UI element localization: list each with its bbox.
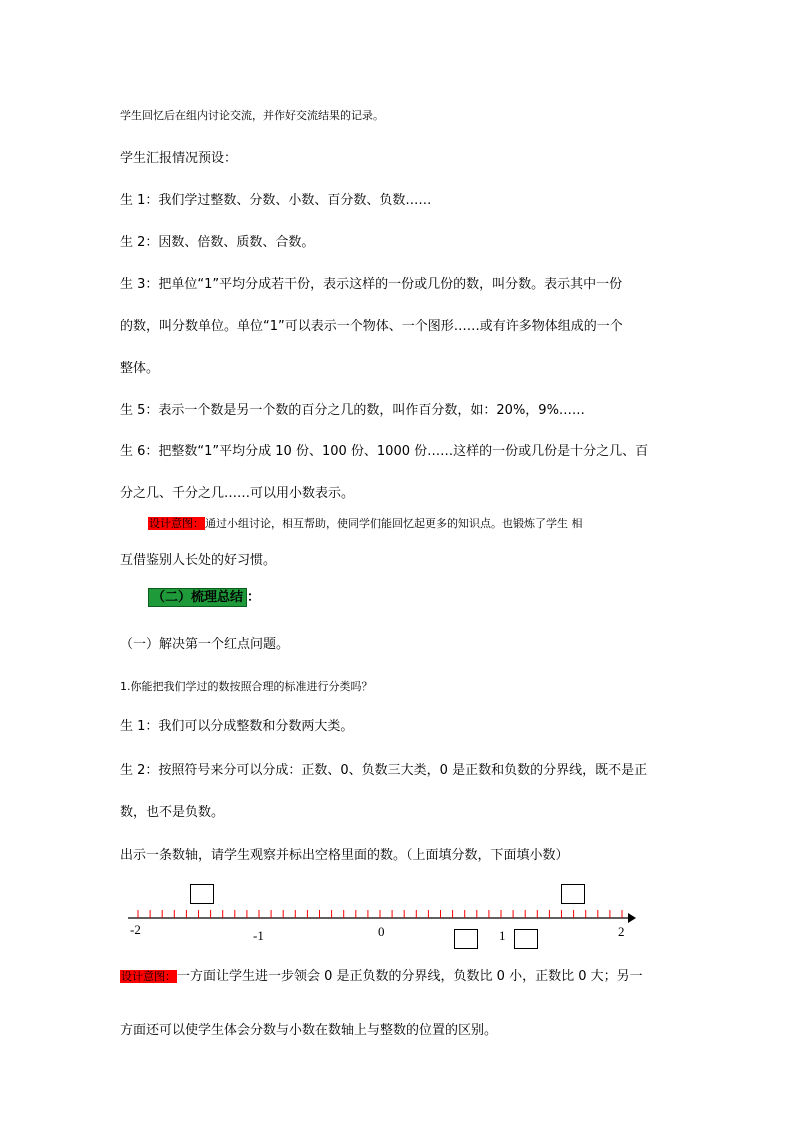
paragraph-12: 出示一条数轴，请学生观察并标出空格里面的数。（上面填分数，下面填小数）	[120, 848, 569, 863]
axis-label-neg2: -2	[130, 922, 141, 937]
design-intent-2	[120, 968, 643, 986]
answer-box-top-left[interactable]	[190, 884, 214, 904]
paragraph-11a: 生 2：按照符号来分可以分成：正数、0、负数三大类，0 是正数和负数的分界线，既不是正	[120, 763, 648, 778]
design-intent-1	[148, 515, 583, 533]
paragraph-7a: 生 6：把整数“1”平均分成 10 份、100 份、1000 份……这样的一份或几份是十分之几、百	[120, 444, 649, 459]
paragraph-10: 生 1：我们可以分成整数和分数两大类。	[120, 719, 354, 734]
design-intent-text: 通过小组讨论，相互帮助，使同学们能回忆起更多的知识点。也锻炼了学生 相	[205, 517, 583, 530]
section-heading-row	[148, 589, 260, 607]
design-intent-2-tag: 设计意图：	[121, 970, 176, 983]
axis-label-0: 0	[378, 924, 385, 939]
paragraph-9: 1.你能把我们学过的数按照合理的标准进行分类吗？	[120, 680, 373, 693]
paragraph-3: 生 1：我们学过整数、分数、小数、百分数、负数……	[120, 193, 432, 208]
axis-label-neg1: -1	[253, 928, 264, 943]
paragraph-8: （一）解决第一个红点问题。	[120, 637, 290, 652]
paragraph-4: 生 2：因数、倍数、质数、合数。	[120, 235, 315, 250]
design-intent-tag: 设计意图：	[149, 517, 204, 530]
paragraph-5b: 的数，叫分数单位。单位“1”可以表示一个物体、一个图形……或有许多物体组成的一个	[120, 319, 623, 334]
axis-label-1: 1	[499, 928, 506, 943]
paragraph-2: 学生汇报情况预设：	[120, 151, 238, 166]
design-intent-1-cont: 互借鉴别人长处的好习惯。	[120, 553, 277, 568]
paragraph-5c: 整体。	[120, 361, 160, 376]
answer-box-bottom-right[interactable]	[514, 929, 538, 949]
paragraph-6: 生 5：表示一个数是另一个数的百分之几的数，叫作百分数，如：20%，9%……	[120, 403, 585, 418]
section-heading: （二）梳理总结	[148, 588, 247, 607]
axis-label-2: 2	[618, 924, 625, 939]
section-heading-colon: ：	[247, 590, 261, 605]
answer-box-bottom-left[interactable]	[454, 929, 478, 949]
design-intent-2-text: 一方面让学生进一步领会 0 是正负数的分界线，负数比 0 小，正数比 0 大；另一	[177, 969, 643, 984]
axis-ticks	[138, 910, 622, 918]
axis-arrow	[628, 913, 636, 923]
answer-box-top-right[interactable]	[561, 884, 585, 904]
design-intent-2-cont: 方面还可以使学生体会分数与小数在数轴上与整数的位置的区别。	[120, 1023, 498, 1038]
paragraph-7b: 分之几、千分之几……可以用小数表示。	[120, 486, 355, 501]
paragraph-1: 学生回忆后在组内讨论交流，并作好交流结果的记录。	[120, 109, 384, 122]
paragraph-5a: 生 3：把单位“1”平均分成若干份，表示这样的一份或几份的数，叫分数。表示其中一份	[120, 277, 623, 292]
paragraph-11b: 数，也不是负数。	[120, 805, 225, 820]
